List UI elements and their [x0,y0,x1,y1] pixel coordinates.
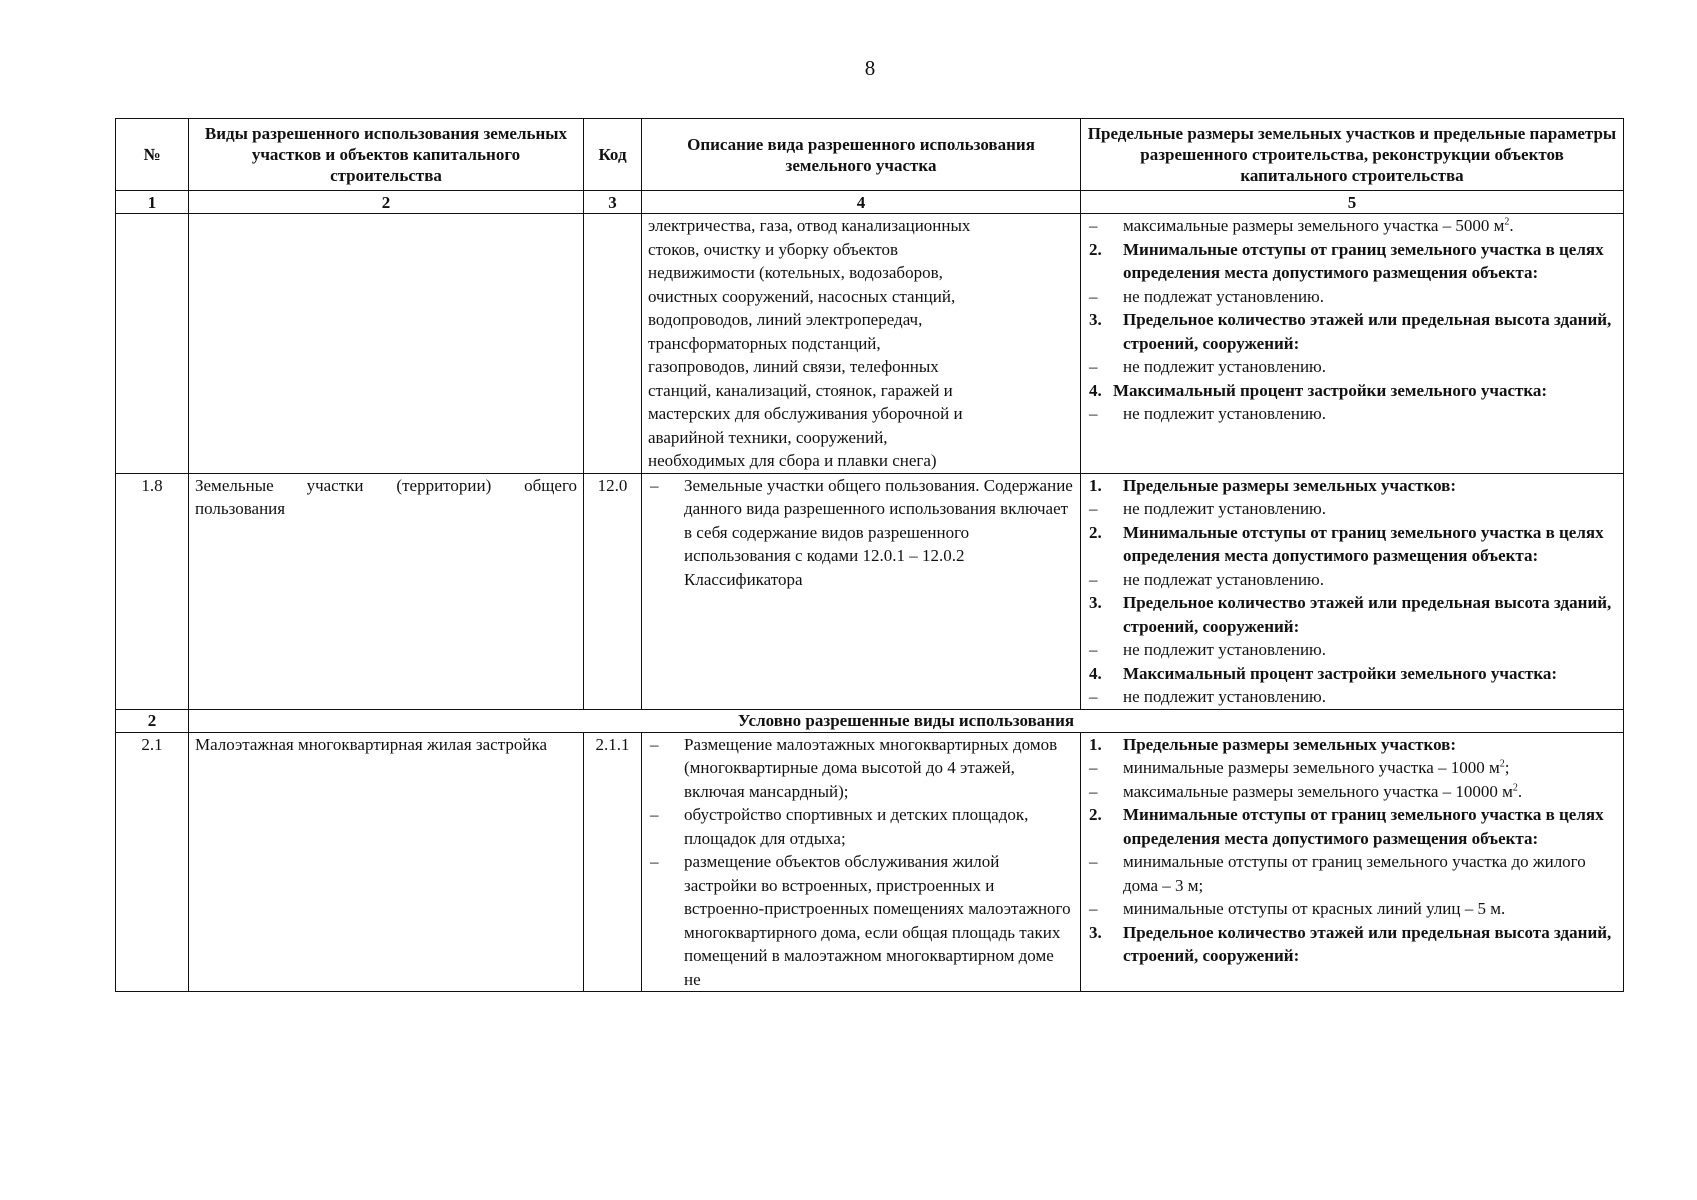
cell-code [584,214,642,474]
parameter-text: не подлежит установлению. [1123,687,1327,706]
description-text: размещение объектов обслуживания жилой застройки во встроенных, пристроенных и встроенно-пристроенных помещениях малоэтажного многоквартирного дома, если общая площадь таких помещений в малоэтажном многоквартирном доме не [684,852,1071,989]
list-marker: 3. [1089,593,1102,612]
parameter-text: не подлежит установлению. [1123,499,1327,518]
cell-use-kind: Малоэтажная многоквартирная жилая застройка [189,732,584,992]
parameter-heading [1087,474,1617,498]
permitted-use-table [115,118,1624,992]
parameter-text: Максимальный процент застройки земельного участка: [1113,380,1548,400]
parameter-text: максимальные размеры земельного участка – 10000 м [1123,781,1513,801]
parameter-item [1087,685,1617,709]
page-number: 8 [864,56,876,80]
column-number: 5 [1081,191,1624,214]
parameter-item [1087,638,1617,662]
cell-description [642,732,1081,992]
description-line: недвижимости (котельных, водозаборов, [648,263,943,282]
parameter-text: Минимальные отступы от границ земельного участка в целях определения места допустимого размещения объекта: [1123,239,1604,282]
cell-parameters [1081,473,1624,709]
description-text: обустройство спортивных и детских площадок, площадок для отдыха; [684,805,1029,848]
list-marker: 1. [1089,734,1102,754]
parameter-text: Предельные размеры земельных участков: [1123,475,1457,495]
list-marker: – [1089,781,1098,801]
list-marker: 1. [1089,475,1102,495]
list-marker: 2. [1089,522,1102,542]
parameter-text: минимальные размеры земельного участка – 1000 м [1123,758,1500,777]
column-number: 2 [189,191,584,214]
list-marker: – [1089,640,1098,659]
description-line: станций, канализаций, стоянок, гаражей и [648,380,953,400]
list-marker: – [650,475,659,495]
parameter-heading [1087,662,1617,686]
section-number: 2 [116,709,189,732]
header-parameters: Предельные размеры земельных участков и предельные параметры разрешенного строительства, реконструкции объектов капитального строительства [1081,119,1624,191]
parameter-item [1087,756,1617,780]
list-marker: – [1089,357,1098,376]
table-row-1-8 [116,473,1624,709]
list-marker: – [1089,286,1098,306]
section-title: Условно разрешенные виды использования [189,709,1624,732]
header-number: № [116,119,189,191]
superscript: 2 [1512,781,1518,793]
cell-description [642,473,1081,709]
list-marker: – [1089,899,1098,918]
description-line: трансформаторных подстанций, [648,333,881,353]
parameter-heading [1087,733,1617,757]
parameter-item [1087,497,1617,521]
cell-code: 12.0 [584,473,642,709]
cell-number: 2.1 [116,732,189,992]
table-row-continuation [116,214,1624,474]
description-line: стоков, очистку и уборку объектов [648,239,898,259]
parameter-item [1087,214,1617,238]
parameter-text: не подлежит установлению. [1123,357,1327,376]
cell-number [116,214,189,474]
description-line: электричества, газа, отвод канализационных [648,216,971,235]
parameter-item [1087,355,1617,379]
header-description: Описание вида разрешенного использования земельного участка [642,119,1081,191]
parameter-heading [1087,379,1617,403]
list-marker: 3. [1089,922,1102,942]
parameter-tail: ; [1504,758,1510,777]
column-number: 4 [642,191,1081,214]
parameter-item [1087,780,1617,804]
table-row-2-1 [116,732,1624,992]
description-line: аварийной техники, сооружений, [648,427,888,447]
column-numbers-row [116,191,1624,214]
description-text: Размещение малоэтажных многоквартирных домов (многоквартирные дома высотой до 4 этажей, включая мансардный); [684,734,1058,801]
list-marker: – [650,734,659,754]
column-number: 3 [584,191,642,214]
parameter-text: не подлежит установлению. [1123,640,1327,659]
description-item [648,474,1074,592]
cell-use-kind: Земельные участки (территории) общего пользования [189,473,584,709]
list-marker: – [1089,404,1098,423]
description-item [648,733,1074,804]
list-marker: – [650,805,659,824]
parameter-text: не подлежат установлению. [1123,286,1325,306]
list-marker: – [1089,499,1098,518]
description-item [648,850,1074,991]
cell-description [642,214,1081,474]
list-marker: – [1089,852,1098,871]
cell-parameters [1081,214,1624,474]
cell-code: 2.1.1 [584,732,642,992]
parameter-text: минимальные отступы от границ земельного участка до жилого дома – 3 м; [1123,852,1586,895]
description-line: водопроводов, линий электропередач, [648,310,923,329]
description-line: газопроводов, линий связи, телефонных [648,357,939,376]
cell-number: 1.8 [116,473,189,709]
cell-parameters [1081,732,1624,992]
parameter-text: не подлежат установлению. [1123,569,1325,589]
cell-use-kind [189,214,584,474]
parameter-heading [1087,521,1617,568]
section-row [116,709,1624,732]
parameter-text: минимальные отступы от красных линий улиц – 5 м. [1123,899,1506,918]
list-marker: 4. [1089,663,1102,683]
parameter-text: Максимальный процент застройки земельного участка: [1123,663,1558,683]
parameter-heading [1087,921,1617,968]
parameter-text: максимальные размеры земельного участка – 5000 м [1123,216,1505,235]
description-line: очистных сооружений, насосных станций, [648,286,956,306]
parameter-text: не подлежит установлению. [1123,404,1327,423]
description-item [648,803,1074,850]
parameter-heading [1087,803,1617,850]
list-marker: – [650,852,659,871]
parameter-item [1087,568,1617,592]
description-line: мастерских для обслуживания уборочной и [648,404,963,423]
parameter-tail: . [1509,216,1514,235]
column-number: 1 [116,191,189,214]
list-marker: 4. [1089,380,1102,400]
description-text: Земельные участки общего пользования. Содержание данного вида разрешенного использования включает в себя содержание видов разрешенного использования с кодами 12.0.1 – 12.0.2 Классификатора [684,475,1073,589]
parameter-text: Предельное количество этажей или предельная высота зданий, строений, сооружений: [1123,593,1612,636]
list-marker: 3. [1089,310,1102,329]
list-marker: 2. [1089,805,1102,824]
table-header-row [116,119,1624,191]
parameter-item [1087,402,1617,426]
header-use-kind: Виды разрешенного использования земельных участков и объектов капитального строительства [189,119,584,191]
list-marker: – [1089,216,1098,235]
superscript: 2 [1499,758,1505,770]
parameter-item [1087,897,1617,921]
parameter-heading [1087,308,1617,355]
parameter-text: Минимальные отступы от границ земельного участка в целях определения места допустимого размещения объекта: [1123,805,1604,848]
parameter-item [1087,285,1617,309]
parameter-text: Минимальные отступы от границ земельного участка в целях определения места допустимого размещения объекта: [1123,522,1604,565]
parameter-item [1087,850,1617,897]
header-code: Код [584,119,642,191]
parameter-text: Предельные размеры земельных участков: [1123,734,1457,754]
list-marker: – [1089,569,1098,589]
parameter-heading [1087,238,1617,285]
parameter-text: Предельное количество этажей или предельная высота зданий, строений, сооружений: [1123,922,1612,965]
list-marker: – [1089,687,1098,706]
description-line: необходимых для сбора и плавки снега) [648,451,937,470]
parameter-heading [1087,591,1617,638]
superscript: 2 [1504,216,1510,228]
list-marker: – [1089,758,1098,777]
parameter-text: Предельное количество этажей или предельная высота зданий, строений, сооружений: [1123,310,1612,353]
parameter-tail: . [1517,781,1523,801]
list-marker: 2. [1089,239,1102,259]
